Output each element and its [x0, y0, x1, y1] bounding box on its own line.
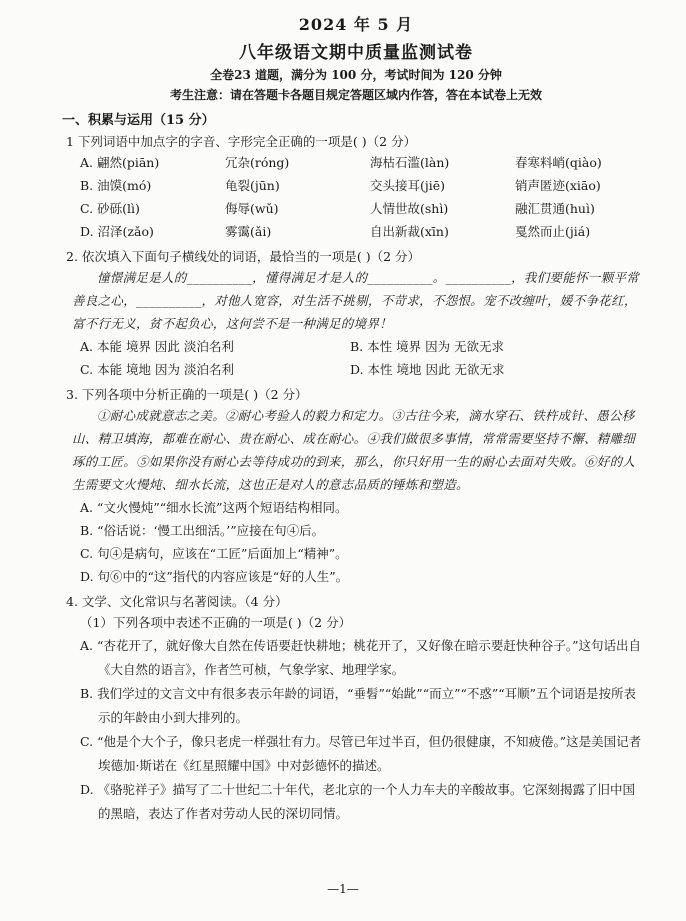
q4-option-b: B. 我们学过的文言文中有很多表示年龄的词语，“垂髫”“始龀”“而立”“不惑”“耳顺”五个词语是按所表示的年龄由小到大排列的。: [80, 686, 637, 725]
q1-option: D. 沼泽(zǎo): [80, 224, 154, 239]
question-4-sub-stem: （1）下列各项中表述不正确的一项是( )（2 分）: [80, 615, 352, 630]
q3-option-d: D. 句⑥中的“这”指代的内容应该是“好的人生”。: [80, 569, 349, 584]
q1-option: 春寒料峭(qiào): [515, 155, 602, 170]
question-1-options: [80, 151, 646, 243]
q3-option-a: A. “文火慢炖”“细水长流”这两个短语结构相同。: [80, 500, 348, 515]
q1-option: 戛然而止(jiá): [515, 224, 591, 239]
q1-option: 人情世故(shì): [370, 201, 449, 216]
q1-option: 销声匿迹(xiāo): [515, 178, 601, 193]
question-2-options: [80, 335, 646, 381]
q1-option: B. 油馍(mó): [80, 178, 152, 193]
page-number: —1—: [327, 882, 359, 896]
question-3-stem: 3. 下列各项中分析正确的一项是( )（2 分）: [66, 387, 308, 402]
q1-option: 雾霭(ǎi): [225, 224, 272, 239]
q4-option-d: D. 《骆驼祥子》描写了二十世纪二十年代，老北京的一个人力车夫的辛酸故事。它深刻揭露了旧中国的黑暗，表达了作者对劳动人民的深切同情。: [80, 782, 636, 821]
question-2-passage: 憧憬满足是人的__________，懂得满足才是人的__________。__________，我们要能怀一颗平常善良之心，__________，对他人宽容，对生活不挑剔，不苛求，不怨恨。宠不改缠叶，媛不争花红，富不行无义，贫不起负心，这何尝不是一种满足的境界！: [72, 270, 640, 331]
q1-option: 冗杂(róng): [225, 155, 290, 170]
question-4-stem: 4. 文学、文化常识与名著阅读。（4 分）: [66, 594, 288, 609]
question-2-stem: 2. 依次填入下面句子横线处的词语，最恰当的一项是( )（2 分）: [66, 249, 421, 264]
q1-option: 自出新裁(xīn): [370, 224, 449, 239]
q3-option-b: B. “俗话说：‘慢工出细活。’”应接在句④后。: [80, 523, 325, 538]
exam-date: 2024 年 5 月: [298, 15, 414, 34]
q4-option-c: C. “他是个大个子，像只老虎一样强壮有力。尽管已年过半百，但仍很健康，不知疲倦。”这是美国记者埃德加·斯诺在《红星照耀中国》中对彭德怀的描述。: [80, 734, 642, 773]
q1-option: 龟裂(jūn): [225, 178, 280, 193]
q2-option-c: C. 本能 境地 因为 淡泊名利: [80, 362, 234, 377]
question-1-stem: 1 下列词语中加点字的字音、字形完全正确的一项是( )（2 分）: [66, 134, 417, 149]
q1-option: C. 砂砾(lì): [80, 201, 140, 216]
q3-option-c: C. 句④是病句，应该在“工匠”后面加上“精神”。: [80, 546, 348, 561]
q1-option: 侮辱(wǔ): [225, 201, 279, 216]
q2-option-d: D. 本性 境地 因此 无欲无求: [350, 362, 505, 377]
q1-option: 海枯石滥(làn): [370, 155, 450, 170]
exam-note: 考生注意：请在答题卡各题目规定答题区域内作答，答在本试卷上无效: [169, 88, 542, 102]
q1-option: A. 翩然(piān): [80, 155, 160, 170]
exam-title: 八年级语文期中质量监测试卷: [239, 43, 473, 63]
section-heading: 一、积累与运用（15 分）: [62, 113, 215, 128]
q4-option-a: A. “杏花开了，就好像大自然在传语要赶快耕地；桃花开了，又好像在暗示要赶快种谷子。”这句话出自《大自然的语言》，作者竺可桢，气象学家、地理学家。: [80, 638, 642, 677]
q2-option-b: B. 本性 境界 因为 无欲无求: [350, 339, 505, 354]
exam-meta: 全卷23 道题，满分为 100 分，考试时间为 120 分钟: [210, 68, 502, 82]
question-3-passage: ①耐心成就意志之美。②耐心考验人的毅力和定力。③古往今来，滴水穿石、铁杵成针、愚公移山、精卫填海，都难在耐心、贵在耐心、成在耐心。④我们做很多事情，常常需要坚持不懈、精雕细琢的工匠。⑤如果你没有耐心去等待成功的到来，那么，你只好用一生的耐心去面对失败。⑥好的人生需要文火慢炖、细水长流，这也正是对人的意志品质的锤炼和塑造。: [72, 408, 636, 492]
q2-option-a: A. 本能 境界 因此 淡泊名利: [80, 339, 234, 354]
q1-option: 交头接耳(jiē): [370, 178, 446, 193]
q1-option: 融汇贯通(huì): [515, 201, 595, 216]
